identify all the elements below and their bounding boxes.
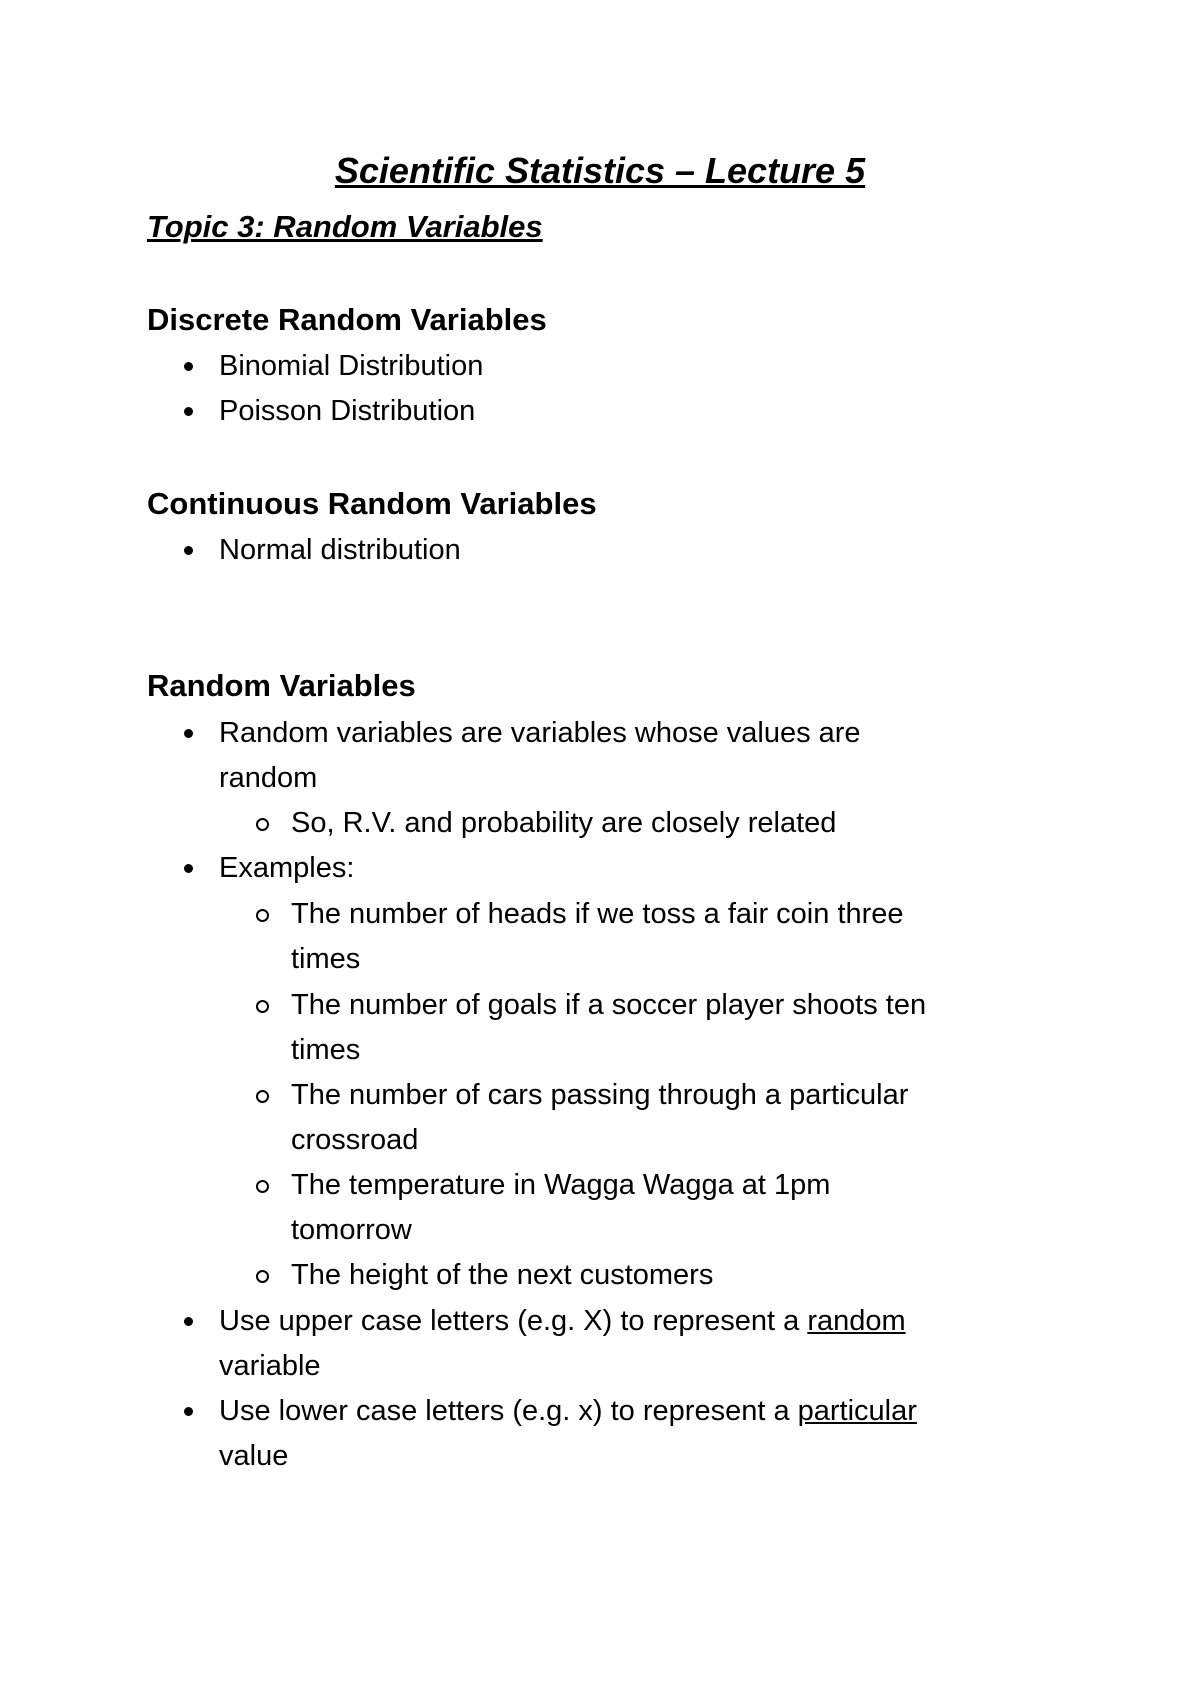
definition-sub-item: So, R.V. and probability are closely related bbox=[291, 807, 837, 839]
example-item-line-1: The height of the next customers bbox=[291, 1259, 714, 1291]
lower-case-line-2: value bbox=[219, 1440, 289, 1472]
upper-case-line-2: variable bbox=[219, 1350, 321, 1382]
definition-line-2: random bbox=[219, 762, 318, 794]
random-variables-heading: Random Variables bbox=[147, 668, 416, 703]
circle-bullet-icon bbox=[256, 1180, 269, 1193]
circle-bullet-icon bbox=[256, 1270, 269, 1283]
example-item-line-2: times bbox=[291, 943, 361, 975]
example-item-line-2: crossroad bbox=[291, 1124, 419, 1156]
example-item-line-1: The number of cars passing through a particular bbox=[291, 1079, 909, 1111]
list-item: Normal distribution bbox=[219, 534, 461, 566]
circle-bullet-icon bbox=[256, 1090, 269, 1103]
lower-case-line-1 bbox=[219, 1391, 917, 1431]
bullet-icon bbox=[184, 864, 193, 873]
circle-bullet-icon bbox=[256, 909, 269, 922]
discrete-heading: Discrete Random Variables bbox=[147, 302, 547, 337]
list-item: Poisson Distribution bbox=[219, 395, 476, 427]
topic-heading: Topic 3: Random Variables bbox=[147, 209, 543, 244]
example-item-line-2: tomorrow bbox=[291, 1214, 412, 1246]
bullet-icon bbox=[184, 1407, 193, 1416]
lower-case-underlined: particular bbox=[797, 1395, 917, 1427]
example-item-line-1: The temperature in Wagga Wagga at 1pm bbox=[291, 1169, 831, 1201]
bullet-icon bbox=[184, 407, 193, 416]
continuous-heading: Continuous Random Variables bbox=[147, 486, 597, 521]
circle-bullet-icon bbox=[256, 1000, 269, 1013]
definition-line-1: Random variables are variables whose values are bbox=[219, 717, 861, 749]
examples-label: Examples: bbox=[219, 852, 355, 884]
upper-case-line-1 bbox=[219, 1301, 906, 1341]
list-item: Binomial Distribution bbox=[219, 350, 484, 382]
example-item-line-1: The number of heads if we toss a fair coin three bbox=[291, 898, 904, 930]
bullet-icon bbox=[184, 362, 193, 371]
lower-case-text: Use lower case letters (e.g. x) to represent a bbox=[219, 1395, 798, 1427]
example-item-line-2: times bbox=[291, 1034, 361, 1066]
upper-case-text: Use upper case letters (e.g. X) to represent a bbox=[219, 1305, 808, 1337]
example-item-line-1: The number of goals if a soccer player shoots ten bbox=[291, 989, 927, 1021]
upper-case-underlined: random bbox=[807, 1305, 906, 1337]
bullet-icon bbox=[184, 1317, 193, 1326]
bullet-icon bbox=[184, 546, 193, 555]
document-title: Scientific Statistics – Lecture 5 bbox=[334, 150, 866, 191]
bullet-icon bbox=[184, 729, 193, 738]
circle-bullet-icon bbox=[256, 818, 269, 831]
